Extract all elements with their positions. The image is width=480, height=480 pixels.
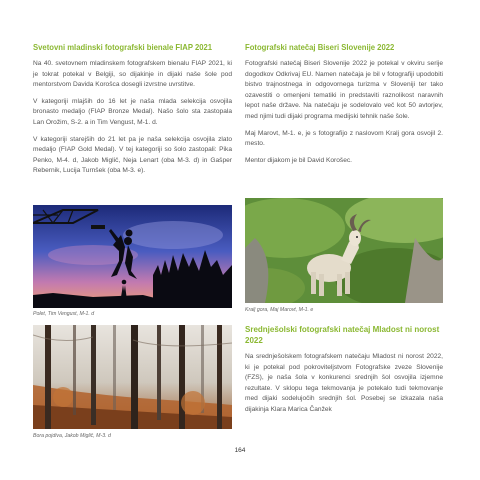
mladost-heading: Srednješolski fotografski natečaj Mladost ni norost 2022 (245, 325, 440, 345)
photo-kralj-gora (245, 198, 443, 303)
photo-polet (33, 205, 232, 308)
fiap-paragraph-2: V kategoriji mlajših do 16 let je naša mlada selekcija osvojila bronasto medaljo (FIAP Bronze Medal). Našo šolo sta zastopala Lan Orožim, S-2. a in Tim Vengust, M-1. d. (33, 97, 232, 126)
forest-image (33, 325, 232, 429)
fiap-paragraph-1: Na 40. svetovnem mladinskem fotografskem bienalu FIAP 2021, ki je tokrat potekal v Belgiji, so dijakinje in dijaki naše šole pod mentorstvom Davida Korošca dosegli izvrstne uvrstitve. (33, 60, 232, 89)
goat-image (245, 198, 443, 303)
photo-bora-pojdiva (33, 325, 232, 429)
biseri-paragraph-1: Fotografski natečaj Biseri Slovenije 2022 je potekal v okviru serije dogodkov Odkrivaj EU. Namen natečaja je bil v fotografiji upodobiti bistvo trajnostnega in odgovornega turizma v Sloveniji ter tako ozavestiti o omenjeni tematiki in predstaviti raznolikost naravnih lepot naše države. Na natečaju je sodelovalo več kot 50 avtorjev, med njimi tudi dijaki programa medijski tehnik naše šole. (245, 60, 443, 120)
bora-caption: Bora pojdiva, Jakob Miglič, M-3. d (33, 433, 111, 439)
right-column (245, 42, 443, 166)
biseri-paragraph-2: Maj Marovt, M-1. e, je s fotografijo z naslovom Kralj gora osvojil 2. mesto. (245, 129, 443, 148)
biseri-paragraph-3: Mentor dijakom je bil David Korošec. (245, 156, 353, 164)
mladost-section (245, 324, 443, 416)
page-number: 164 (234, 447, 246, 454)
fiap-heading: Svetovni mladinski fotografski bienale FIAP 2021 (33, 43, 213, 52)
polet-image (33, 205, 232, 308)
left-column (33, 42, 232, 177)
kralj-gora-caption: Kralj gora, Maj Marovt, M-1. e (245, 307, 314, 313)
mladost-paragraph-1: Na srednješolskem fotografskem natečaju Mladost ni norost 2022, ki je potekal pod pokroviteljstvom Fotografske zveze Slovenije (FZS), je naša šola v konkurenci srednjih šol osvojila izjemne rezultate. V sklopu tega tekmovanja je potekalo tudi tekmovanje med dijaki sodelujočih srednjih šol. Posebej se izkazala naša dijakinja Klara Marica Čanžek (245, 353, 443, 413)
biseri-heading: Fotografski natečaj Biseri Slovenije 2022 (245, 43, 395, 52)
fiap-paragraph-3: V kategoriji starejših do 21 let pa je naša selekcija osvojila zlato medaljo (FIAP Gold Medal). V tej kategoriji so šolo zastopali: Pika Penko, M-4. d, Jakob Miglič, Neja Lenart (oba M-3. d) in Gašper Rebernik, Lucija Turnšek (oba M-3. e). (33, 135, 232, 175)
polet-caption: Polet, Tim Vengust, M-1. d (33, 311, 95, 317)
